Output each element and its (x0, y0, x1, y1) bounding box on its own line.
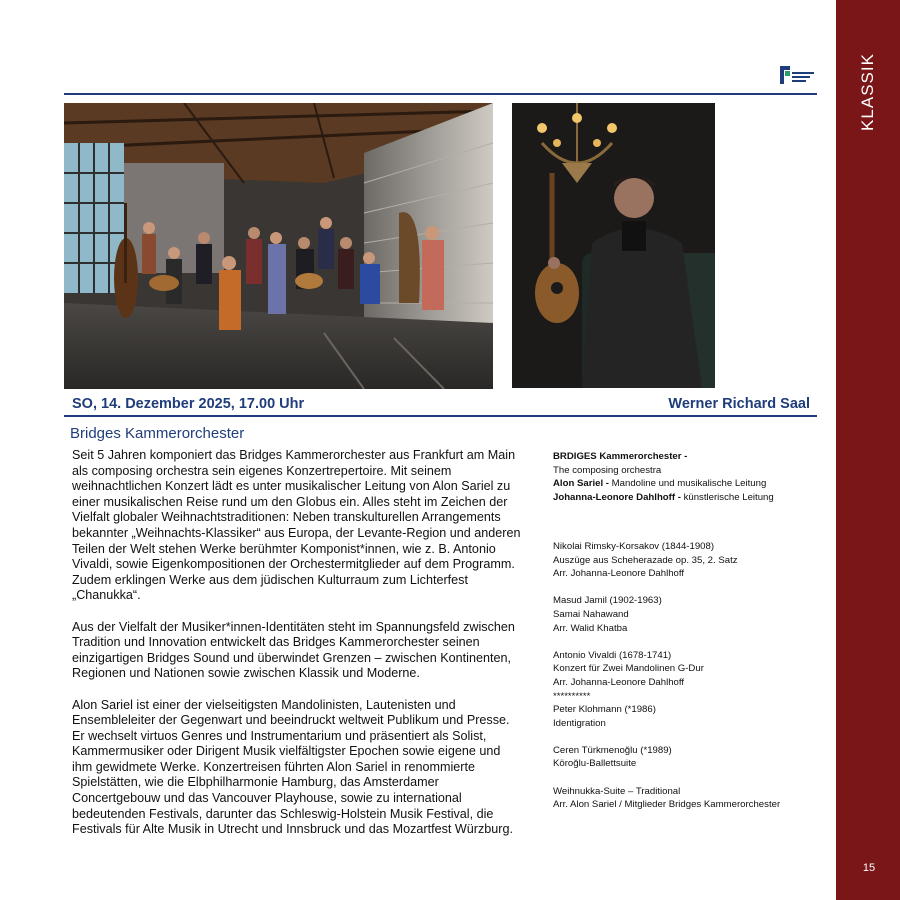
ensemble-subtitle: The composing orchestra (553, 464, 662, 476)
paragraph: Aus der Vielfalt der Musiker*innen-Identitäten steht im Spannungsfeld zwischen Tradition und Innovation entwickelt das Bridges Kammerorchester seinen einzigartigen Bridges Sound und überwindet Grenzen – zwischen Kontinenten, Regionen und Nationen sowie zwischen Klassik und Moderne. (72, 619, 515, 681)
work-title: Konzert für Zwei Mandolinen G-Dur (553, 663, 704, 675)
arranger: Arr. Johanna-Leonore Dahlhoff (553, 676, 685, 688)
conductor-role: Mandoline und musikalische Leitung (608, 478, 767, 490)
work-title: Identigration (553, 717, 606, 729)
date-rule (64, 415, 817, 417)
top-rule (64, 93, 817, 95)
composer: Nikolai Rimsky-Korsakov (1844-1908) (553, 540, 715, 552)
work-title: Auszüge aus Scheherazade op. 35, 2. Satz (553, 554, 738, 566)
composer: Antonio Vivaldi (1678-1741) (553, 649, 672, 661)
program-work (553, 703, 828, 730)
program-list (553, 450, 828, 825)
article-body (72, 448, 524, 853)
composer: Peter Klohmann (*1986) (553, 704, 656, 716)
artistic-director-name: Johanna-Leonore Dahlhoff - (553, 491, 681, 503)
event-venue: Werner Richard Saal (668, 396, 810, 412)
composer: Masud Jamil (1902-1963) (553, 595, 662, 607)
paragraph: Seit 5 Jahren komponiert das Bridges Kammerorchester aus Frankfurt am Main als composing orchestra sein eigenes Konzertrepertoire. Mit seinem weihnachtlichen Konzert lädt es unter musikalischer Leitung von Alon Sariel zu einer musikalischen Reise rund um den Globus ein. Alles steht im Zeichen der Vielfalt globaler Weihnachtstraditionen: Neben transkulturellen Arrangements bekannter „Weihnachts-Klassiker“ aus Europa, der Levante-Region und anderen Teilen der Welt stehen Werke berühmter Komponist*innen, wie z. B. Antonio Vivaldi, sowie Eigenkompositionen der Orchestermitglieder auf dem Programm. Zudem erklingen Werke aus dem jüdischen Kulturraum zum Lichterfest „Chanukka“. (72, 448, 521, 603)
arranger: Arr. Walid Khatba (553, 622, 628, 634)
artistic-director-role: künstlerische Leitung (680, 491, 774, 503)
event-title: Bridges Kammerorchester (70, 425, 245, 442)
program-work (553, 594, 828, 635)
event-date: SO, 14. Dezember 2025, 17.00 Uhr (72, 396, 305, 412)
composer: Weihnukka-Suite – Traditional (553, 785, 681, 797)
section-sidebar (836, 0, 900, 900)
section-label: KLASSIK (858, 53, 877, 131)
mandolinist-portrait-photo-icon (512, 103, 715, 388)
work-title: Köroğlu-Ballettsuite (553, 758, 637, 770)
program-work (553, 540, 828, 581)
work-title: Arr. Alon Sariel / Mitglieder Bridges Kammerorchester (553, 799, 781, 811)
program-header (553, 450, 828, 504)
page-number: 15 (862, 862, 876, 874)
orchestra-photo-icon (64, 103, 493, 389)
paragraph: Alon Sariel ist einer der vielseitigsten Mandolinisten, Lautenisten und Ensembleleiter der Gegenwart und beeindruckt weltweit Publikum und Presse. Er wechselt virtuos Genres und Instrumentarium und präsentiert als Solist, Kammermusiker oder Dirigent Musik vielfältigster Epochen sowie eigene und ihm gewidmete Werke. Konzertreisen führten Alon Sariel in renommierte Spielstätten, wie die Elbphilharmonie Hamburg, das Amsterdamer Concertgebouw und das Vancouver Playhouse, sowie zu international bedeutenden Festivals, darunter das Schleswig-Holstein Musik Festival, die Festivals für Alte Musik in Utrecht und Innsbruck und das Mozartfest Würzburg. (72, 697, 513, 837)
interval-separator: ********** (553, 690, 591, 702)
ensemble-photo (64, 103, 493, 389)
program-work (553, 785, 828, 812)
portrait-photo (512, 103, 715, 388)
composer: Ceren Türkmenoğlu (*1989) (553, 744, 672, 756)
ensemble-name: BRDIGES Kammerorchester - (553, 451, 688, 462)
program-work (553, 744, 828, 771)
arranger: Arr. Johanna-Leonore Dahlhoff (553, 568, 685, 580)
work-title: Samai Nahawand (553, 608, 629, 620)
conductor-name: Alon Sariel - (553, 478, 609, 490)
program-work (553, 649, 828, 690)
foundation-logo-icon (778, 64, 818, 86)
